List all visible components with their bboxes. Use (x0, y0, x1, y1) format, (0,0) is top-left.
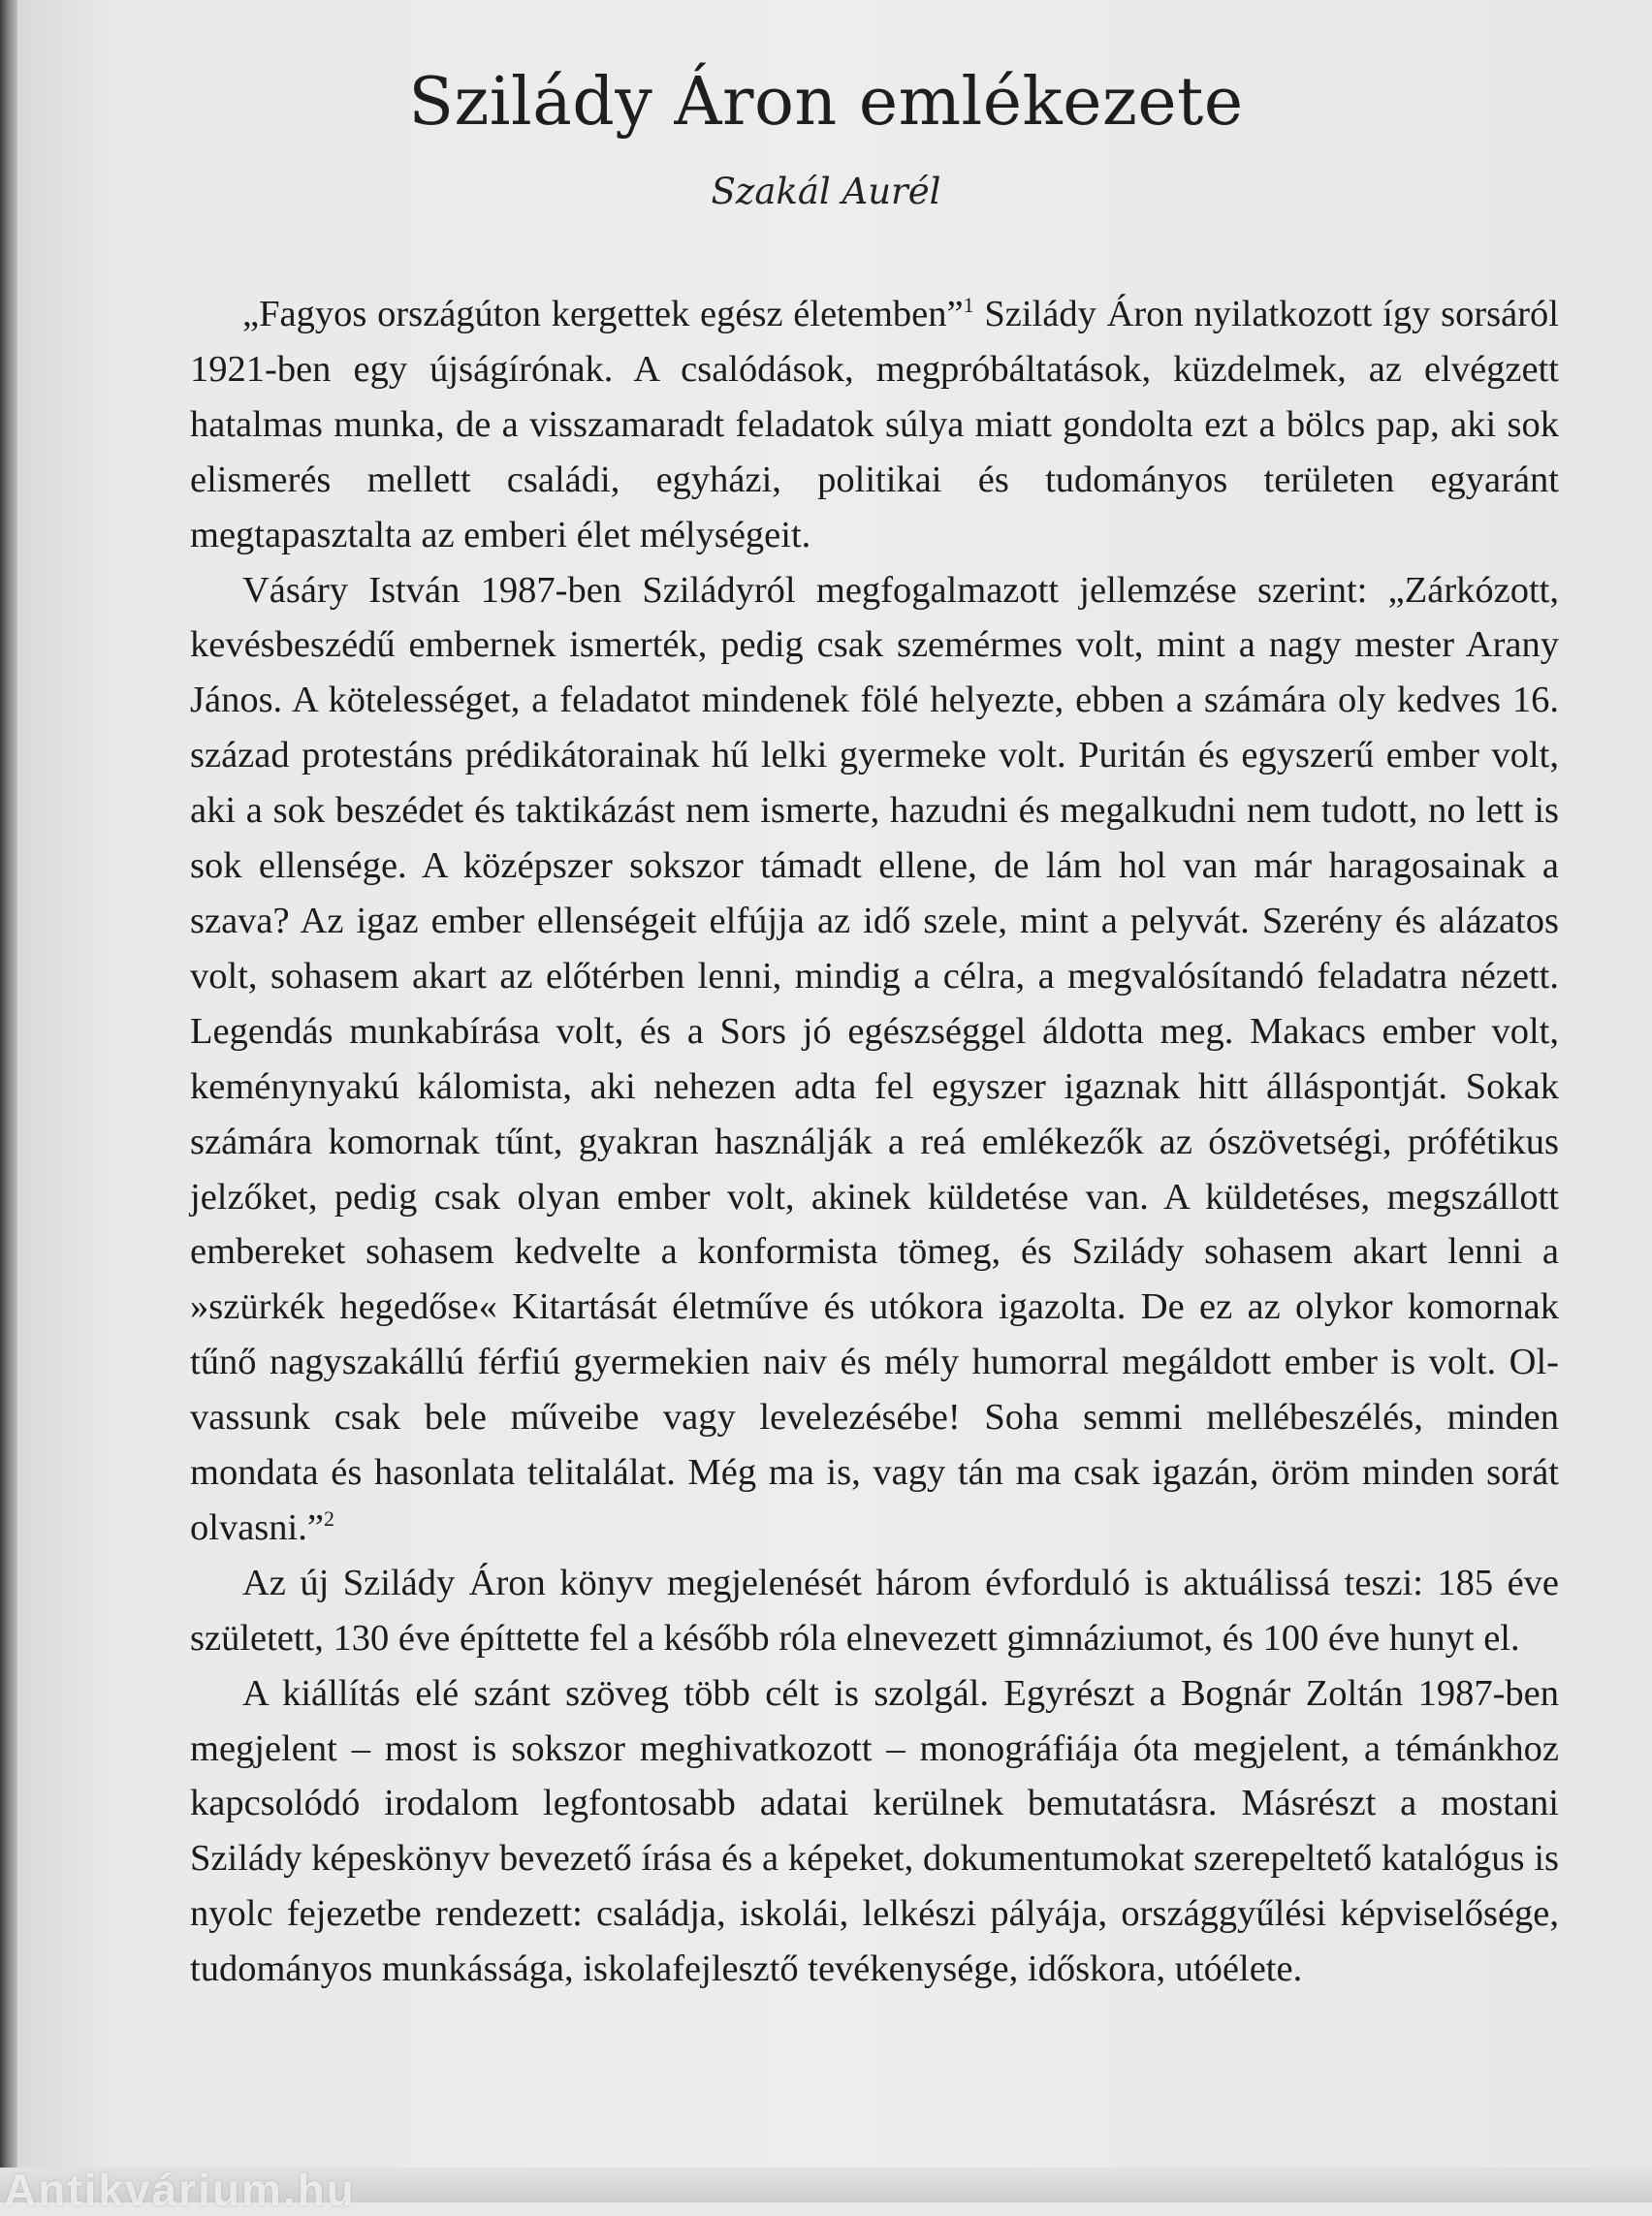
paragraph-3 (190, 1556, 1559, 1666)
paragraph-text: Az új Szilády Áron könyv megjelenését három évforduló is aktuálissá teszi: 185 éve született, 130 éve építtette fel a később róla elnevezett gimnáziumot, és 100 éve hunyt el. (190, 1562, 1559, 1659)
footnote-marker-1: 1 (963, 293, 974, 318)
paragraph-text: „Fagyos országúton kergettek egész életemben” (242, 294, 964, 334)
paragraph-1 (190, 287, 1559, 563)
footnote-marker-2: 2 (323, 1506, 334, 1532)
page-edge (0, 0, 17, 2202)
page-title: Szilády Áron emlékezete (408, 64, 1244, 141)
article-body (190, 287, 1559, 1997)
author-name: Szakál Aurél (711, 171, 941, 212)
paragraph-2 (190, 563, 1559, 1556)
paragraph-4 (190, 1666, 1559, 1997)
watermark: Antikvárium.hu (4, 2165, 356, 2215)
paragraph-text: Vásáry István 1987-ben Sziládyról megfogalmazott jellemzése szerint: „Zárkózott, kevésbeszédű embernek ismerték, pedig csak szemérmes volt, mint a nagy mester Arany János. A kötelességet, a feladatot mindenek fölé helyezte, ebben a számára oly kedves 16. század protestáns prédikátorainak hű lelki gyermeke volt. Puritán és egyszerű ember volt, aki a sok beszédet és taktikázást nem ismerte, hazudni és megalkudni nem tudott, no lett is sok ellensége. A középszer sokszor támadt ellene, de lám hol van már haragosainak a szava? Az igaz ember ellenségeit elfújja az idő szele, mint a pelyvát. Szerény és alázatos volt, sohasem akart az előtérben lenni, mindig a célra, a megvalósítandó feladatra nézett. Legendás munkabírása volt, és a Sors jó egészséggel áldotta meg. Makacs ember volt, keménynyakú kálomista, aki nehezen adta fel egyszer igaznak hitt álláspontját. Sokak számára komornak tűnt, gyakran használják a reá emlékezők az ószövetségi, prófétikus jelzőket, pedig csak olyan ember volt, akinek küldetése van. A küldetéses, megszállott embereket sohasem kedvelte a konformista tömeg, és Szilády sohasem akart lenni a »szürkék hegedőse« Kitartását életműve és utókora igazolta. De ez az olykor komornak tűnő nagyszakállú férfiú gyermekien naiv és mély humorral megáldott ember is volt. Olvassunk csak bele műveibe vagy levelezésébe! Soha semmi mellébeszélés, minden mondata és hasonlata telitalálat. Még ma is, vagy tán ma csak igazán, öröm minden sorát olvasni.” (190, 569, 1559, 1548)
paragraph-text: A kiállítás elé szánt szöveg több célt is szolgál. Egyrészt a Bognár Zoltán 1987-ben megjelent – most is sokszor meghivatkozott – monográfiája óta megjelent, a témánkhoz kapcsolódó irodalom legfontosabb adatai kerülnek bemutatásra. Másrészt a mostani Szilády képeskönyv bevezető írása és a képeket, dokumentumokat szerepeltető katalógus is nyolc fejezetbe rendezett: családja, iskolái, lelkészi pályája, országgyűlési képviselősége, tudományos munkássága, iskolafejlesztő tevékenysége, időskora, utóélete. (190, 1672, 1559, 1990)
paragraph-text-continued: Szilády Áron nyilatkozott így sorsáról 1921-ben egy újságírónak. A csalódások, megpróbáltatások, küzdelmek, az elvégzett hatalmas munka, de a visszamaradt feladatok súlya miatt gondolta ezt a bölcs pap, aki sok elismerés mellett családi, egyházi, politikai és tudományos területen egyaránt megtapasztalta az emberi élet mélységeit. (190, 294, 1559, 555)
